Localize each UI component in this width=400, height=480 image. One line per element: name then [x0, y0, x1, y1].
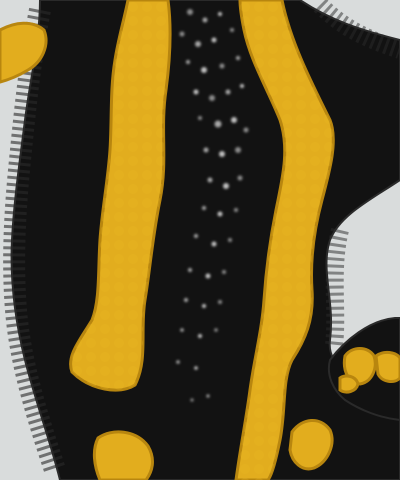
gland-highlight: [219, 151, 225, 157]
gland-highlight: [202, 206, 206, 210]
gland-highlight: [190, 398, 193, 401]
gland-highlight: [228, 238, 232, 242]
gland-highlight: [218, 212, 223, 217]
gland-highlight: [220, 64, 225, 69]
gland-highlight: [215, 121, 222, 128]
gland-highlight: [202, 304, 206, 308]
gland-highlight: [223, 183, 229, 189]
gland-highlight: [234, 208, 238, 212]
gland-highlight: [195, 41, 201, 47]
gland-highlight: [212, 242, 217, 247]
gland-highlight: [206, 394, 209, 397]
gland-highlight: [194, 90, 199, 95]
gland-highlight: [206, 274, 211, 279]
yellow-limb-spot-2: [376, 352, 400, 381]
gland-highlight: [236, 56, 240, 60]
gland-highlight: [186, 60, 190, 64]
gland-highlight: [201, 67, 207, 73]
yellow-limb-spot-3: [340, 376, 358, 392]
gland-highlight: [218, 12, 222, 16]
gland-highlight: [180, 328, 184, 332]
gland-highlight: [240, 84, 244, 88]
gland-highlight: [231, 117, 237, 123]
gland-highlight: [222, 270, 226, 274]
gland-highlight: [235, 147, 241, 153]
gland-highlight: [184, 298, 188, 302]
gland-highlight: [194, 366, 198, 370]
gland-highlight: [214, 328, 218, 332]
gland-highlight: [230, 28, 234, 32]
gland-highlight: [198, 116, 202, 120]
gland-highlight: [244, 128, 249, 133]
gland-highlight: [180, 32, 185, 37]
gland-highlight: [238, 176, 243, 181]
gland-highlight: [203, 18, 208, 23]
gland-highlight: [212, 38, 217, 43]
gland-highlight: [226, 90, 231, 95]
gland-highlight: [194, 234, 198, 238]
gland-highlight: [204, 148, 209, 153]
gland-highlight: [218, 300, 222, 304]
gland-highlight: [188, 268, 192, 272]
gland-highlight: [198, 334, 202, 338]
gland-highlight: [209, 95, 215, 101]
gland-highlight: [187, 9, 193, 15]
gland-highlight: [208, 178, 213, 183]
gland-highlight: [176, 360, 180, 364]
